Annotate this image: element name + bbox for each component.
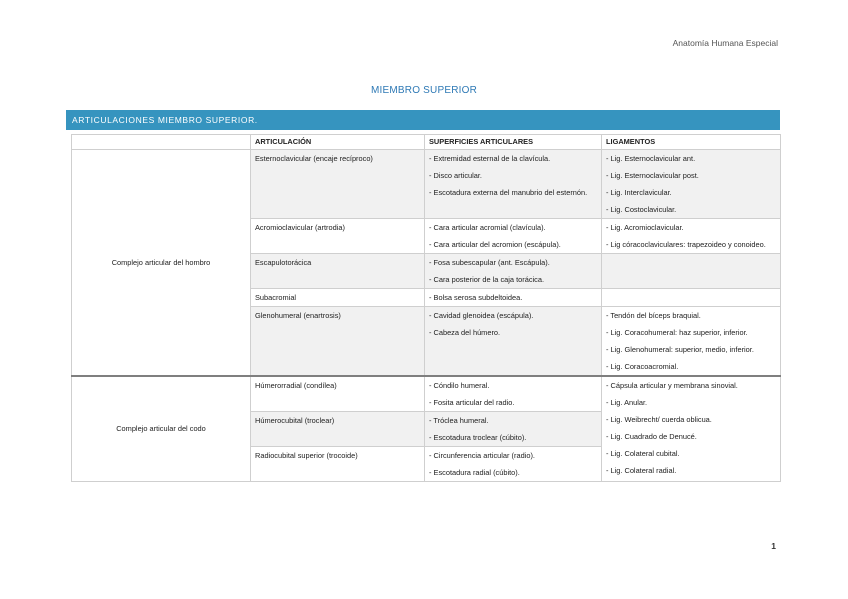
ligaments-cell	[602, 307, 781, 377]
surface-item: - Bolsa serosa subdeltoidea.	[429, 293, 523, 302]
surface-item: - Cara articular del acromion (escápula).	[429, 240, 561, 249]
header-superficies: SUPERFICIES ARTICULARES	[425, 135, 602, 150]
page-number: 1	[771, 541, 776, 551]
joint-cell	[251, 150, 425, 219]
joint-name: Glenohumeral (enartrosis)	[255, 311, 341, 320]
surfaces-cell	[425, 150, 602, 219]
ligament-item: - Lig. Coracoacromial.	[606, 362, 679, 371]
header-ligamentos: LIGAMENTOS	[602, 135, 781, 150]
ligaments-cell	[602, 219, 781, 254]
surface-item: - Disco articular.	[429, 171, 482, 180]
ligament-item: - Lig. Anular.	[606, 398, 648, 407]
surface-item: - Escotadura troclear (cúbito).	[429, 433, 527, 442]
ligament-item: - Lig. Colateral cubital.	[606, 449, 680, 458]
table-header-row	[72, 135, 781, 150]
section-banner: ARTICULACIONES MIEMBRO SUPERIOR.	[66, 110, 780, 130]
ligament-item: - Cápsula articular y membrana sinovial.	[606, 381, 738, 390]
ligament-item: - Lig córacoclaviculares: trapezoideo y conoideo.	[606, 240, 766, 249]
ligament-item: - Lig. Cuadrado de Denucé.	[606, 432, 697, 441]
joint-cell	[251, 254, 425, 289]
surface-item: - Tróclea humeral.	[429, 416, 489, 425]
surfaces-cell	[425, 219, 602, 254]
joint-name: Húmerorradial (condílea)	[255, 381, 337, 390]
ligament-item: - Lig. Coracohumeral: haz superior, inferior.	[606, 328, 748, 337]
surfaces-cell	[425, 289, 602, 307]
ligament-item: - Lig. Costoclavicular.	[606, 205, 677, 214]
running-header: Anatomía Humana Especial	[672, 38, 778, 48]
joint-cell	[251, 219, 425, 254]
group-label-codo: Complejo articular del codo	[72, 376, 251, 482]
group-label-hombro: Complejo articular del hombro	[72, 150, 251, 377]
joint-cell	[251, 412, 425, 447]
joint-name: Subacromial	[255, 293, 297, 302]
surfaces-cell	[425, 307, 602, 377]
header-articulacion: ARTICULACIÓN	[251, 135, 425, 150]
ligament-item: - Tendón del bíceps braquial.	[606, 311, 701, 320]
joint-name: Radiocubital superior (trocoide)	[255, 451, 358, 460]
joint-cell	[251, 289, 425, 307]
surface-item: - Cara articular acromial (clavícula).	[429, 223, 546, 232]
ligament-item: - Lig. Esternoclavicular ant.	[606, 154, 696, 163]
header-empty	[72, 135, 251, 150]
surface-item: - Cara posterior de la caja torácica.	[429, 275, 545, 284]
joint-cell	[251, 307, 425, 377]
ligament-item: - Lig. Colateral radial.	[606, 466, 677, 475]
surfaces-cell	[425, 447, 602, 482]
surfaces-cell	[425, 376, 602, 412]
ligament-item: - Lig. Interclavicular.	[606, 188, 672, 197]
joint-name: Esternoclavicular (encaje recíproco)	[255, 154, 373, 163]
joint-cell	[251, 376, 425, 412]
ligaments-cell	[602, 289, 781, 307]
surfaces-cell	[425, 254, 602, 289]
surface-item: - Circunferencia articular (radio).	[429, 451, 535, 460]
articulations-table	[71, 134, 781, 482]
ligament-item: - Lig. Acromioclavicular.	[606, 223, 684, 232]
ligament-item: - Lig. Esternoclavicular post.	[606, 171, 699, 180]
surface-item: - Fosita articular del radio.	[429, 398, 515, 407]
surface-item: - Cabeza del húmero.	[429, 328, 501, 337]
ligament-item: - Lig. Weibrecht/ cuerda oblicua.	[606, 415, 712, 424]
surfaces-cell	[425, 412, 602, 447]
ligaments-cell	[602, 150, 781, 219]
joint-name: Escapulotorácica	[255, 258, 312, 267]
joint-name: Húmerocubital (troclear)	[255, 416, 335, 425]
table-row	[72, 376, 781, 412]
ligaments-cell	[602, 254, 781, 289]
surface-item: - Cóndilo humeral.	[429, 381, 490, 390]
surface-item: - Escotadura radial (cúbito).	[429, 468, 520, 477]
surface-item: - Escotadura externa del manubrio del esternón.	[429, 188, 588, 197]
table-row	[72, 150, 781, 219]
ligaments-cell	[602, 376, 781, 482]
ligament-item: - Lig. Glenohumeral: superior, medio, inferior.	[606, 345, 754, 354]
surface-item: - Cavidad glenoidea (escápula).	[429, 311, 534, 320]
surface-item: - Extremidad esternal de la clavícula.	[429, 154, 551, 163]
joint-cell	[251, 447, 425, 482]
document-title: MIEMBRO SUPERIOR	[371, 85, 477, 96]
joint-name: Acromioclavicular (artrodia)	[255, 223, 345, 232]
surface-item: - Fosa subescapular (ant. Escápula).	[429, 258, 550, 267]
